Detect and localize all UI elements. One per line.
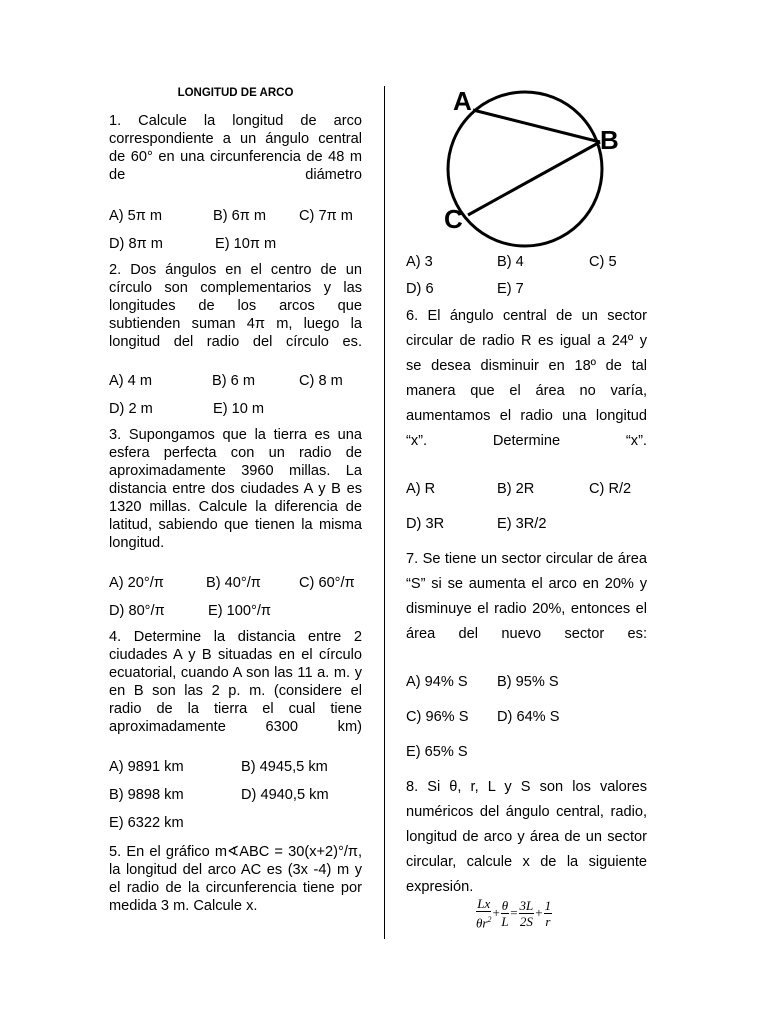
q6-option-a: A) R [406,481,436,497]
right-column [406,250,647,900]
q6-option-e: E) 3R/2 [497,516,547,532]
question-4-options-row-3 [109,812,362,840]
question-3-options-row-2 [109,600,362,628]
q4-option-e: E) 6322 km [109,815,184,831]
question-6-text: 6. El ángulo central de un sector circular de radio R es igual a 24º y se desea disminuir en 18º de tal manera que el área no varía, aumentamos el radio una longitud “x”. Determine “x”. [406,308,647,449]
column-divider [384,86,385,939]
question-1-text: 1. Calcule la longitud de arco correspondiente a un ángulo central de 60° en una circunferencia de 48 m de diámetro [109,113,362,183]
question-1-options-row-2 [109,233,362,261]
q4-option-b2: B) 9898 km [109,787,184,803]
q2-option-e: E) 10 m [213,401,265,417]
formula-term-3: $\frac{3L}{2S}$ [519,897,534,929]
q1-option-e: E) 10π m [215,236,277,252]
question-5-options-row-2 [406,277,647,304]
q7-option-a: A) 94% S [406,674,468,690]
q6-option-c: C) R/2 [589,481,632,497]
question-5-text: 5. En el gráfico m∢ABC = 30(x+2)°/π, la longitud del arco AC es (3x -4) m y el radio de la circunferencia tiene por medida 3 m. Calcule x. [109,844,362,914]
q5-option-d: D) 6 [406,281,434,297]
q3-option-e: E) 100°/π [208,603,271,619]
q4-option-a: A) 9891 km [109,759,184,775]
q4-option-d: D) 4940,5 km [241,787,329,803]
page-title: LONGITUD DE ARCO [177,87,294,99]
question-5-options-row-1 [406,250,647,277]
question-7-options-row-3 [406,740,647,767]
q7-option-b: B) 95% S [497,674,559,690]
q1-option-b: B) 6π m [213,208,267,224]
chord-bc [468,142,600,215]
question-2-options-row-2 [109,398,362,426]
point-b-label: B [600,125,619,155]
question-2-options-row-1 [109,370,362,398]
q5-option-c: C) 5 [589,254,617,270]
q2-option-a: A) 4 m [109,373,152,389]
q5-option-e: E) 7 [497,281,524,297]
formula-term-1: $\frac{Lx}{\theta r^2}$ [476,896,492,931]
q5-option-b: B) 4 [497,254,524,270]
formula-plus-2: + [535,905,543,921]
q7-option-e: E) 65% S [406,744,468,760]
formula-term-2: $\frac{\theta}{L}$ [501,897,509,929]
point-c-label: C [444,204,463,234]
q3-option-b: B) 40°/π [206,575,261,591]
question-7-options-row-1 [406,670,647,697]
formula-term-4: $\frac{1}{r}$ [544,897,552,929]
question-3-options-row-1 [109,572,362,600]
q2-option-c: C) 8 m [299,373,343,389]
question-7-text: 7. Se tiene un sector circular de área “S” si se aumenta el arco en 20% y disminuye el radio 20%, entonces el área del nuevo sector es: [406,551,647,642]
circle-figure [440,82,630,252]
q1-option-c: C) 7π m [299,208,353,224]
formula-plus-1: + [492,905,500,921]
q1-option-a: A) 5π m [109,208,163,224]
question-1-options-row-1 [109,205,362,233]
question-2-text: 2. Dos ángulos en el centro de un círculo son complementarios y las longitudes de los arcos que subtienden suman 4π m, luego la longitud del radio del círculo es. [109,262,362,350]
q4-option-b: B) 4945,5 km [241,759,328,775]
q5-option-a: A) 3 [406,254,433,270]
question-8-text: 8. Si θ, r, L y S son los valores numéricos del ángulo central, radio, longitud de arco y área de un sector circular, calcule x de la siguiente expresión. [406,779,647,895]
q3-option-d: D) 80°/π [109,603,165,619]
question-6-options-row-1 [406,477,647,504]
q7-option-c: C) 96% S [406,709,469,725]
q6-option-b: B) 2R [497,481,535,497]
q1-option-d: D) 8π m [109,236,163,252]
q3-option-c: C) 60°/π [299,575,355,591]
q3-option-a: A) 20°/π [109,575,164,591]
question-4-text: 4. Determine la distancia entre 2 ciudades A y B situadas en el círculo ecuatorial, cuando A son las 11 a. m. y en B son las 2 p. m. (considere el radio de la tierra el cual tiene aproximadamente 6300 km) [109,629,362,735]
question-8-formula [476,896,552,930]
formula-equals: = [510,905,518,921]
question-4-options-row-1 [109,756,362,784]
q7-option-d: D) 64% S [497,709,560,725]
q2-option-d: D) 2 m [109,401,153,417]
question-3-text: 3. Supongamos que la tierra es una esfera perfecta con un radio de aproximadamente 3960 millas. La distancia entre dos ciudades A y B es 1320 millas. Calcule la diferencia de latitud, sabiendo que tienen la misma longitud. [109,427,362,551]
left-column [109,86,362,915]
q6-option-d: D) 3R [406,516,445,532]
q2-option-b: B) 6 m [212,373,255,389]
question-7-options-row-2 [406,705,647,732]
question-4-options-row-2 [109,784,362,812]
question-6-options-row-2 [406,512,647,539]
point-a-label: A [453,86,472,116]
